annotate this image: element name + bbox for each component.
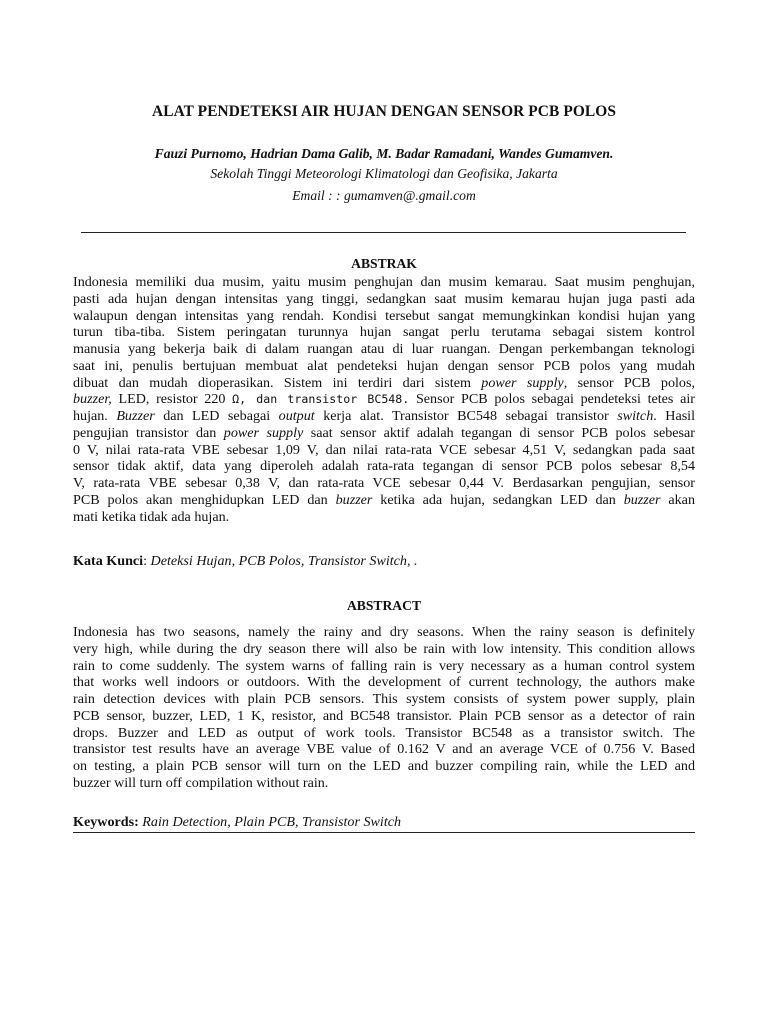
abstract-line: Indonesia has two seasons, namely the rainy and dry seasons. When the rainy season is definitely: [73, 624, 695, 640]
abstrak-line: turun tiba-tiba. Sistem peringatan turunnya hujan sangat perlu terutama sebagai sistem kontrol: [73, 324, 695, 341]
abstract-line: drops. Buzzer and LED as output of work tools. Transistor BC548 as a transistor switch. The: [73, 724, 695, 741]
abstrak-line: pasti ada hujan dengan intensitas yang tinggi, sedangkan saat musim kemarau hujan juga pasti ada: [73, 290, 695, 307]
kata-kunci-label: Kata Kunci: [73, 553, 144, 569]
abstrak-line: [73, 375, 695, 392]
abstrak-line: mati ketika tidak ada hujan.: [73, 508, 230, 525]
abstrak-text: hujan.: [73, 408, 117, 424]
keywords: [73, 814, 401, 831]
abstrak-line: [73, 391, 695, 408]
keywords-label: Keywords:: [73, 814, 139, 830]
abstrak-text: PCB polos akan menghidupkan LED dan: [73, 491, 336, 508]
abstrak-heading: ABSTRAK: [351, 256, 417, 271]
kata-kunci-value: Deteksi Hujan, PCB Polos, Transistor Switch, .: [150, 553, 418, 569]
abstrak-text: , sensor PCB polos,: [563, 374, 695, 391]
abstract-body: [73, 624, 695, 792]
abstrak-text: akan: [660, 491, 695, 508]
affiliation: Sekolah Tinggi Meteorologi Klimatologi dan Geofisika, Jakarta: [210, 166, 558, 181]
contact-email: Email : : gumamven@.gmail.com: [292, 188, 476, 203]
abstrak-italic-term: power supply: [481, 374, 564, 391]
abstrak-text: Sensor PCB polos sebagai pendeteksi tetes air: [409, 391, 695, 408]
abstract-line: on testing, a plain PCB sensor will turn on the LED and buzzer compiling rain, while the LED and: [73, 758, 695, 774]
header-divider: [81, 232, 686, 233]
abstrak-italic-term: buzzer,: [73, 391, 112, 408]
abstrak-line: [73, 492, 695, 509]
abstrak-italic-term: buzzer: [335, 491, 373, 508]
abstract-line: PCB sensor, buzzer, LED, 1 K, resistor, and BC548 transistor. Plain PCB sensor as a detector of rain: [73, 707, 695, 724]
abstrak-italic-term: buzzer: [623, 491, 661, 508]
abstract-line: that works well indoors or outdoors. With the development of current technology, the authors make: [73, 674, 695, 691]
abstract-line: rain detection devices with plain PCB sensors. This system consists of system power supply, plain: [73, 691, 695, 707]
abstrak-italic-term: power supply: [223, 424, 304, 441]
paper-title: ALAT PENDETEKSI AIR HUJAN DENGAN SENSOR PCB POLOS: [152, 103, 616, 120]
abstract-divider: [73, 832, 695, 833]
abstrak-italic-term: output: [278, 408, 315, 424]
abstrak-italic-term: Buzzer: [116, 408, 155, 424]
abstrak-line: sensor tidak aktif, data yang diperoleh adalah rata-rata tegangan di sensor PCB polos sebesar 8,54: [73, 458, 695, 475]
abstrak-text: . Hasil: [653, 408, 696, 424]
abstrak-italic-term: switch: [617, 408, 654, 424]
abstrak-line: walaupun dengan intensitas yang rendah. Kondisi tersebut sangat memungkinkan kondisi hujan yang: [73, 307, 695, 324]
abstrak-line: saat ini, penulis bertujuan membuat alat pendeteksi hujan dengan sensor PCB polos yang mudah: [73, 357, 695, 374]
kata-kunci: [73, 553, 418, 570]
abstrak-line: 0 V, nilai rata-rata VBE sebesar 1,09 V, dan nilai rata-rata VCE sebesar 4,51 V, sedangkan pada saat: [73, 441, 695, 458]
keywords-value: Rain Detection, Plain PCB, Transistor Switch: [142, 814, 402, 830]
abstract-line: transistor test results have an average VBE value of 0.162 V and an average VCE of 0.756 V. Based: [73, 741, 695, 758]
abstract-heading: ABSTRACT: [346, 598, 422, 613]
abstrak-text: ketika ada hujan, sedangkan LED dan: [372, 491, 624, 508]
kata-kunci-separator: :: [143, 553, 151, 569]
abstrak-line: [73, 425, 695, 442]
abstrak-line: [73, 408, 695, 425]
abstrak-mono-text: Ω, dan transistor BC548.: [232, 392, 410, 407]
abstract-line: very high, while during the dry season there will also be rain with low intensity. This condition allows: [73, 640, 695, 657]
abstrak-text: kerja alat. Transistor BC548 sebagai transistor: [314, 408, 618, 424]
abstrak-text: pengujian transistor dan: [73, 424, 224, 441]
abstract-line: rain to come suddenly. The system warns of falling rain is very necessary as a human control system: [73, 657, 695, 674]
abstrak-line: V, rata-rata VBE sebesar 0,38 V, dan rata-rata VCE sebesar 0,44 V. Berdasarkan pengujian, sensor: [73, 475, 695, 491]
abstrak-body: [73, 274, 695, 525]
abstrak-line: manusia yang bekerja baik di dalam ruangan atau di luar ruangan. Dengan perkembangan teknologi: [73, 341, 695, 357]
abstrak-text: saat sensor aktif adalah tegangan di sensor PCB polos sebesar: [303, 424, 695, 441]
author-list: Fauzi Purnomo, Hadrian Dama Galib, M. Badar Ramadani, Wandes Gumamven.: [154, 146, 614, 161]
abstract-line: buzzer will turn off compilation without rain.: [73, 774, 329, 791]
abstrak-line: Indonesia memiliki dua musim, yaitu musim penghujan dan musim kemarau. Saat musim penghujan,: [73, 274, 695, 290]
abstrak-text: dibuat dan mudah dioperasikan. Sistem ini terdiri dari sistem: [73, 374, 482, 391]
abstrak-text: LED, resistor 220: [111, 391, 233, 408]
abstrak-text: dan LED sebagai: [154, 408, 279, 424]
